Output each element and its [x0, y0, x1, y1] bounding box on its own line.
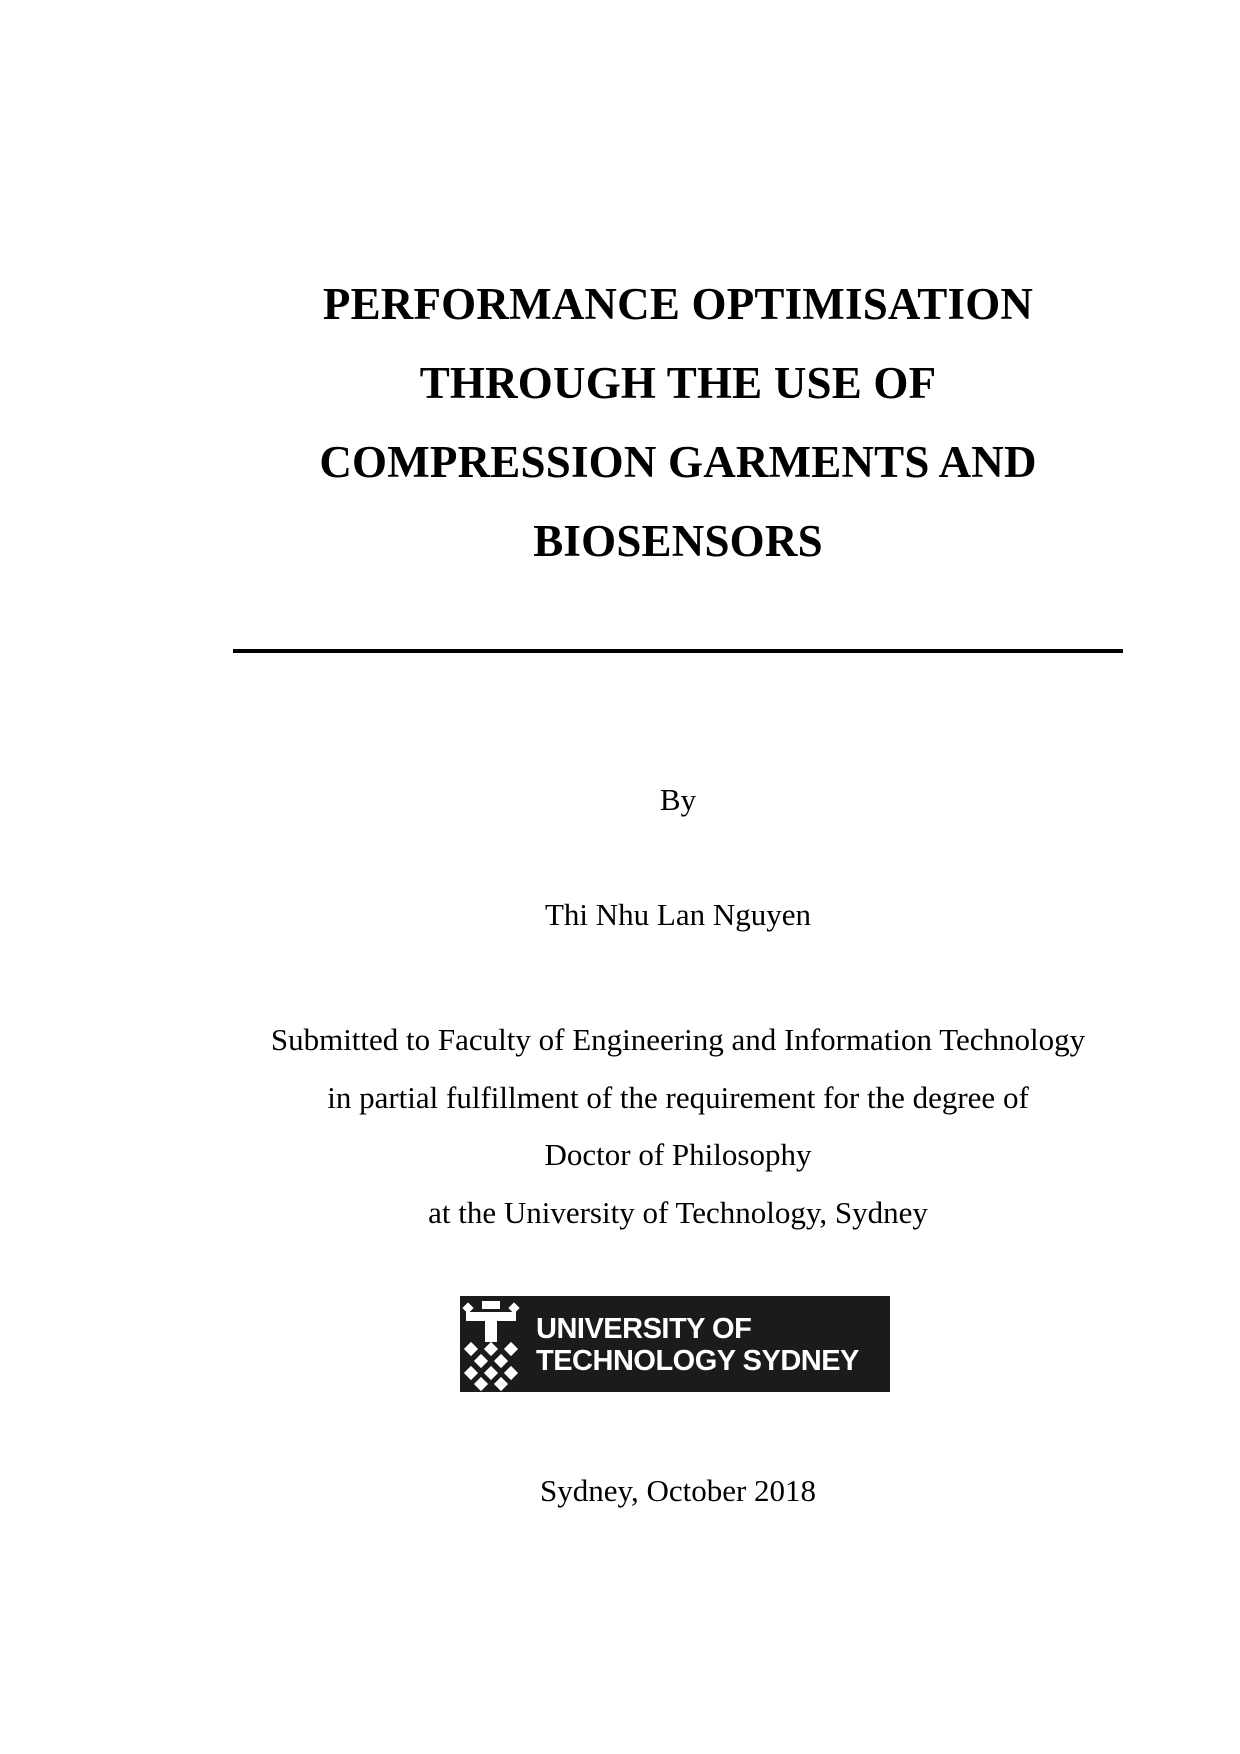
by-label: By	[659, 782, 697, 817]
submission-statement	[150, 1011, 1206, 1241]
logo-wordmark	[536, 1313, 859, 1377]
title-line-1: PERFORMANCE OPTIMISATION	[322, 279, 1034, 329]
horizontal-divider	[233, 649, 1123, 653]
submission-line-4: at the University of Technology, Sydney	[428, 1194, 928, 1230]
author-name: Thi Nhu Lan Nguyen	[544, 897, 812, 932]
title-line-4: BIOSENSORS	[533, 516, 823, 566]
submission-line-1: Submitted to Faculty of Engineering and Information Technology	[270, 1022, 1086, 1057]
thesis-title	[233, 265, 1123, 581]
place-and-date: Sydney, October 2018	[539, 1473, 817, 1508]
logo-line-1: UNIVERSITY OF	[536, 1313, 752, 1345]
university-logo	[460, 1296, 890, 1392]
submission-line-2: in partial fulfillment of the requirement for the degree of	[327, 1079, 1029, 1115]
logo-line-2: TECHNOLOGY SYDNEY	[536, 1345, 859, 1377]
uts-logo-icon	[460, 1296, 522, 1392]
title-line-3: COMPRESSION GARMENTS AND	[319, 437, 1037, 487]
submission-line-3: Doctor of Philosophy	[544, 1137, 812, 1172]
title-line-2: THROUGH THE USE OF	[419, 358, 937, 408]
